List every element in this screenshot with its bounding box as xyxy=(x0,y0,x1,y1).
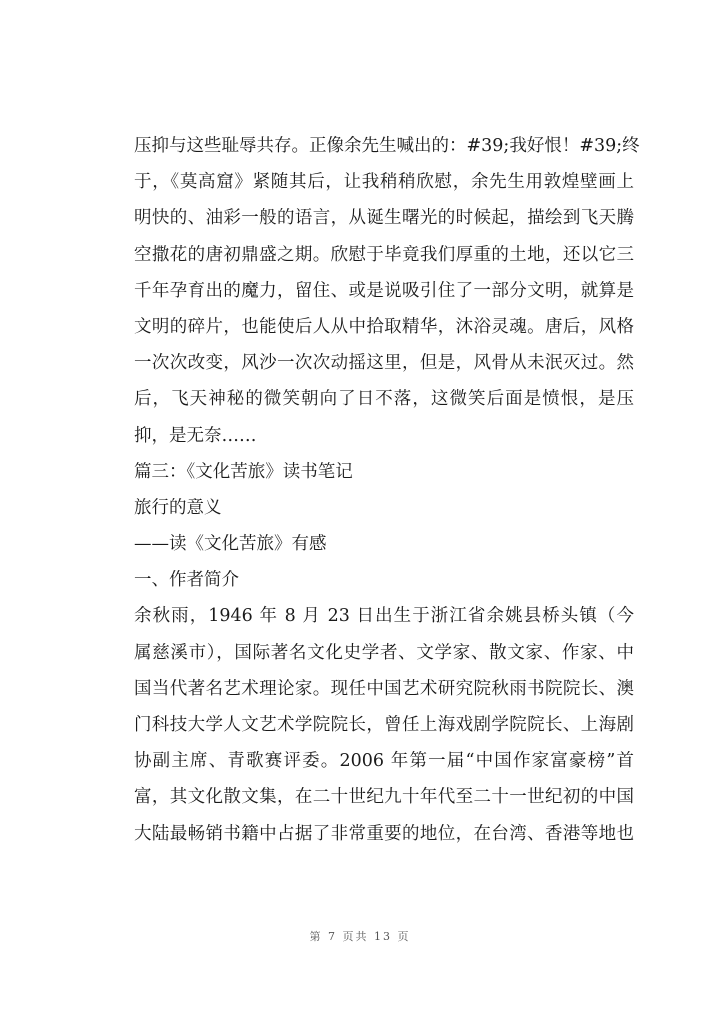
text-line: 文明的碎片，也能使后人从中拾取精华，沐浴灵魂。唐后，风格 xyxy=(134,316,634,337)
text-line: 后，飞天神秘的微笑朝向了日不落，这微笑后面是愤恨，是压 xyxy=(134,389,634,410)
article-title: 旅行的意义 xyxy=(134,497,222,518)
text-line: 属慈溪市），国际著名文化史学者、文学家、散文家、作家、中 xyxy=(134,642,634,663)
subsection-heading: 一、作者简介 xyxy=(134,570,239,591)
text-line: 千年孕育出的魔力，留住、或是说吸引住了一部分文明，就算是 xyxy=(134,280,634,301)
text-line: 余秋雨，1946 年 8 月 23 日出生于浙江省余姚县桥头镇（今 xyxy=(134,606,634,627)
text-line: 门科技大学人文艺术学院院长，曾任上海戏剧学院院长、上海剧 xyxy=(134,715,634,735)
page-number-footer: 第 7 页共 13 页 xyxy=(309,930,411,943)
section-heading: 篇三：《文化苦旅》读书笔记 xyxy=(134,461,353,482)
text-line: 一次次改变，风沙一次次动摇这里，但是，风骨从未泯灭过。然 xyxy=(134,353,634,374)
text-line: 国当代著名艺术理论家。现任中国艺术研究院秋雨书院院长、澳 xyxy=(134,678,634,699)
text-line: 压抑与这些耻辱共存。正像余先生喊出的：#39;我好恨！#39;终 xyxy=(134,136,640,156)
article-subtitle: ——读《文化苦旅》有感 xyxy=(134,534,327,555)
text-line: 富，其文化散文集，在二十世纪九十年代至二十一世纪初的中国 xyxy=(134,787,634,808)
document-body xyxy=(134,128,640,852)
text-line: 明快的、油彩一般的语言，从诞生曙光的时候起，描绘到飞天腾 xyxy=(134,208,634,229)
text-line: 抑，是无奈…… xyxy=(134,425,257,446)
text-line: 大陆最畅销书籍中占据了非常重要的地位，在台湾、香港等地也 xyxy=(134,823,634,844)
text-line: 协副主席、青歌赛评委。2006 年第一届“中国作家富豪榜”首 xyxy=(134,751,634,772)
text-line: 于，《莫高窟》紧随其后，让我稍稍欣慰，余先生用敦煌壁画上 xyxy=(134,172,634,193)
text-line: 空撒花的唐初鼎盛之期。欣慰于毕竟我们厚重的土地，还以它三 xyxy=(134,244,634,265)
